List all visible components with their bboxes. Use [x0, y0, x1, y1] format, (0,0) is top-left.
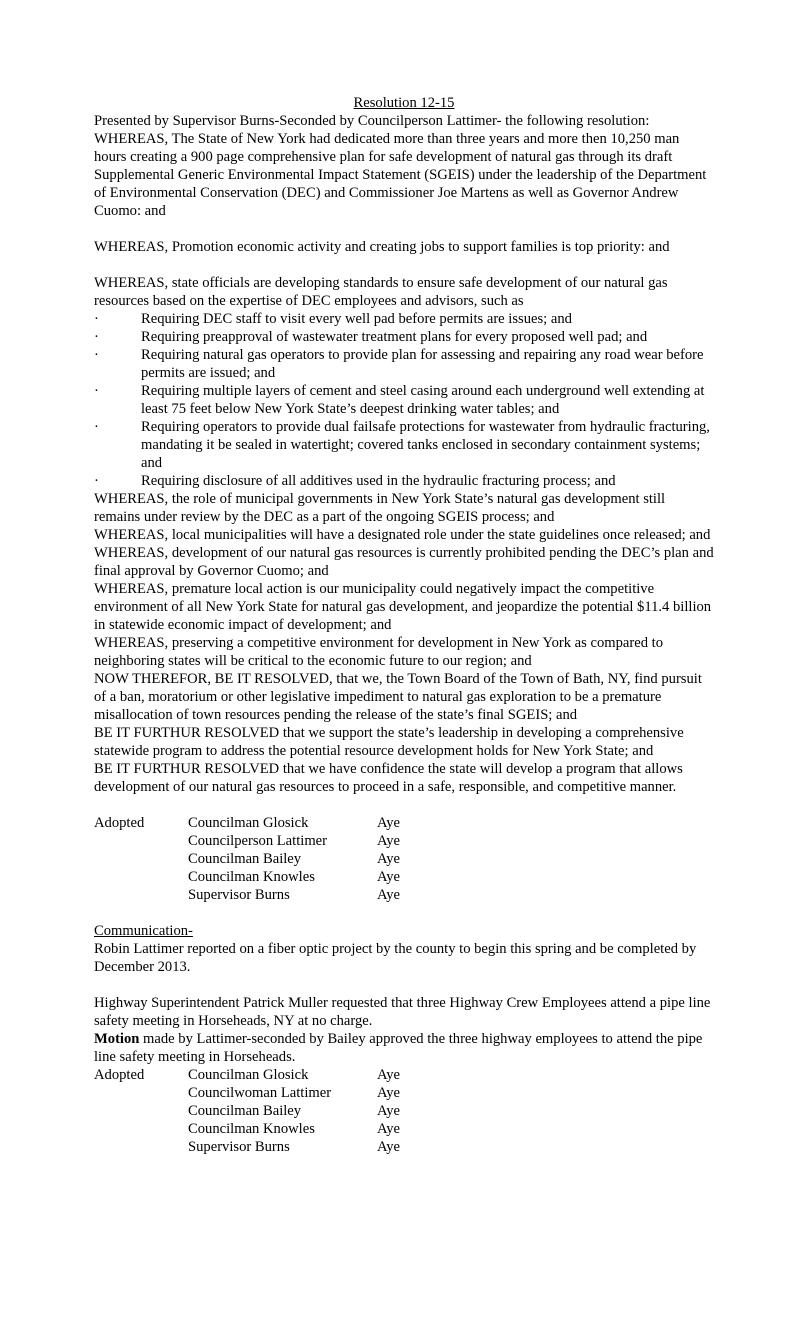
bullet-marker: · — [94, 329, 99, 345]
vote-row — [94, 1138, 714, 1156]
vote-value: Aye — [377, 833, 400, 849]
motion-label: Motion — [94, 1031, 140, 1047]
vote-value: Aye — [377, 1085, 400, 1101]
resolution-title: Resolution 12-15 — [353, 95, 455, 111]
voter-name: Councilman Knowles — [188, 869, 315, 885]
vote-value: Aye — [377, 869, 400, 885]
motion-text: made by Lattimer-seconded by Bailey approved the three highway employees to attend the pipe line safety meeting in Horseheads. — [94, 1031, 703, 1065]
requirements-list — [94, 310, 714, 490]
list-item — [94, 472, 714, 490]
whereas-paragraph-1: WHEREAS, The State of New York had dedicated more than three years and more then 10,250 man hours creating a 900 page comprehensive plan for safe development of natural gas through its draft Supplemental Generic Environmental Impact Statement (SGEIS) under the leadership of the Department of Environmental Conservation (DEC) and Commissioner Joe Martens as well as Governor Andrew Cuomo: and — [94, 131, 707, 219]
vote-table-resolution — [94, 814, 714, 904]
list-item — [94, 346, 714, 382]
vote-row — [94, 868, 714, 886]
vote-row — [94, 886, 714, 904]
vote-value: Aye — [377, 851, 400, 867]
bullet-marker: · — [94, 311, 99, 327]
whereas-paragraph-2: WHEREAS, Promotion economic activity and creating jobs to support families is top priority: and — [94, 239, 670, 255]
intro-paragraph: Presented by Supervisor Burns-Seconded by Councilperson Lattimer- the following resolution: — [94, 113, 650, 129]
whereas-paragraph-5: WHEREAS, local municipalities will have a designated role under the state guidelines once released; and — [94, 527, 711, 543]
vote-row — [94, 1084, 714, 1102]
list-item — [94, 382, 714, 418]
voter-name: Supervisor Burns — [188, 887, 290, 903]
list-item-text: Requiring operators to provide dual failsafe protections for wastewater from hydraulic fracturing, mandating it be sealed in watertight; covered tanks enclosed in secondary containment systems; and — [141, 419, 710, 471]
voter-name: Councilman Bailey — [188, 851, 302, 867]
resolved-paragraph-1: NOW THEREFOR, BE IT RESOLVED, that we, the Town Board of the Town of Bath, NY, find pursuit of a ban, moratorium or other legislative impediment to natural gas exploration to be a premature misallocation of town resources pending the release of the state’s final SGEIS; and — [94, 671, 702, 723]
vote-row — [94, 1066, 714, 1084]
bullet-marker: · — [94, 419, 99, 435]
list-item-text: Requiring multiple layers of cement and steel casing around each underground well extending at least 75 feet below New York State’s deepest drinking water tables; and — [141, 383, 705, 417]
vote-label: Adopted — [94, 815, 145, 831]
whereas-paragraph-8: WHEREAS, preserving a competitive environment for development in New York as compared to neighboring states will be critical to the economic future to our region; and — [94, 635, 664, 669]
vote-value: Aye — [377, 1103, 400, 1119]
voter-name: Councilman Glosick — [188, 1067, 309, 1083]
voter-name: Councilman Bailey — [188, 1103, 302, 1119]
vote-value: Aye — [377, 1139, 400, 1155]
resolved-paragraph-3: BE IT FURTHUR RESOLVED that we have confidence the state will develop a program that allows development of our natural gas resources to proceed in a safe, responsible, and competitive manner. — [94, 761, 683, 795]
list-item-text: Requiring natural gas operators to provide plan for assessing and repairing any road wear before permits are issued; and — [141, 347, 704, 381]
list-item — [94, 310, 714, 328]
vote-row — [94, 1120, 714, 1138]
vote-row — [94, 1102, 714, 1120]
vote-value: Aye — [377, 1121, 400, 1137]
whereas-paragraph-3: WHEREAS, state officials are developing standards to ensure safe development of our natural gas resources based on the expertise of DEC employees and advisors, such as — [94, 275, 668, 309]
voter-name: Councilperson Lattimer — [188, 833, 328, 849]
list-item — [94, 418, 714, 472]
motion-paragraph — [94, 1030, 714, 1066]
voter-name: Supervisor Burns — [188, 1139, 290, 1155]
whereas-paragraph-6: WHEREAS, development of our natural gas resources is currently prohibited pending the DEC’s plan and final approval by Governor Cuomo; and — [94, 545, 714, 579]
voter-name: Councilman Knowles — [188, 1121, 315, 1137]
vote-value: Aye — [377, 887, 400, 903]
vote-label: Adopted — [94, 1067, 145, 1083]
document-body — [94, 94, 714, 1156]
vote-row — [94, 850, 714, 868]
voter-name: Councilwoman Lattimer — [188, 1085, 332, 1101]
vote-row — [94, 814, 714, 832]
whereas-paragraph-7: WHEREAS, premature local action is our municipality could negatively impact the competitive environment of all New York State for natural gas development, and jeopardize the potential $11.4 billion in statewide economic impact of development; and — [94, 581, 712, 633]
list-item-text: Requiring disclosure of all additives used in the hydraulic fracturing process; and — [141, 473, 616, 489]
vote-table-motion — [94, 1066, 714, 1156]
communication-heading: Communication- — [94, 923, 193, 939]
vote-row — [94, 832, 714, 850]
bullet-marker: · — [94, 383, 99, 399]
voter-name: Councilman Glosick — [188, 815, 309, 831]
list-item — [94, 328, 714, 346]
communication-paragraph-2: Highway Superintendent Patrick Muller requested that three Highway Crew Employees attend a pipe line safety meeting in Horseheads, NY at no charge. — [94, 995, 711, 1029]
vote-value: Aye — [377, 1067, 400, 1083]
resolved-paragraph-2: BE IT FURTHUR RESOLVED that we support the state’s leadership in developing a comprehensive statewide program to address the potential resource development holds for New York State; and — [94, 725, 684, 759]
whereas-paragraph-4: WHEREAS, the role of municipal governments in New York State’s natural gas development still remains under review by the DEC as a part of the ongoing SGEIS process; and — [94, 491, 666, 525]
bullet-marker: · — [94, 473, 99, 489]
bullet-marker: · — [94, 347, 99, 363]
list-item-text: Requiring DEC staff to visit every well pad before permits are issues; and — [141, 311, 572, 327]
communication-paragraph-1: Robin Lattimer reported on a fiber optic project by the county to begin this spring and be completed by December 2013. — [94, 941, 697, 975]
list-item-text: Requiring preapproval of wastewater treatment plans for every proposed well pad; and — [141, 329, 648, 345]
vote-value: Aye — [377, 815, 400, 831]
